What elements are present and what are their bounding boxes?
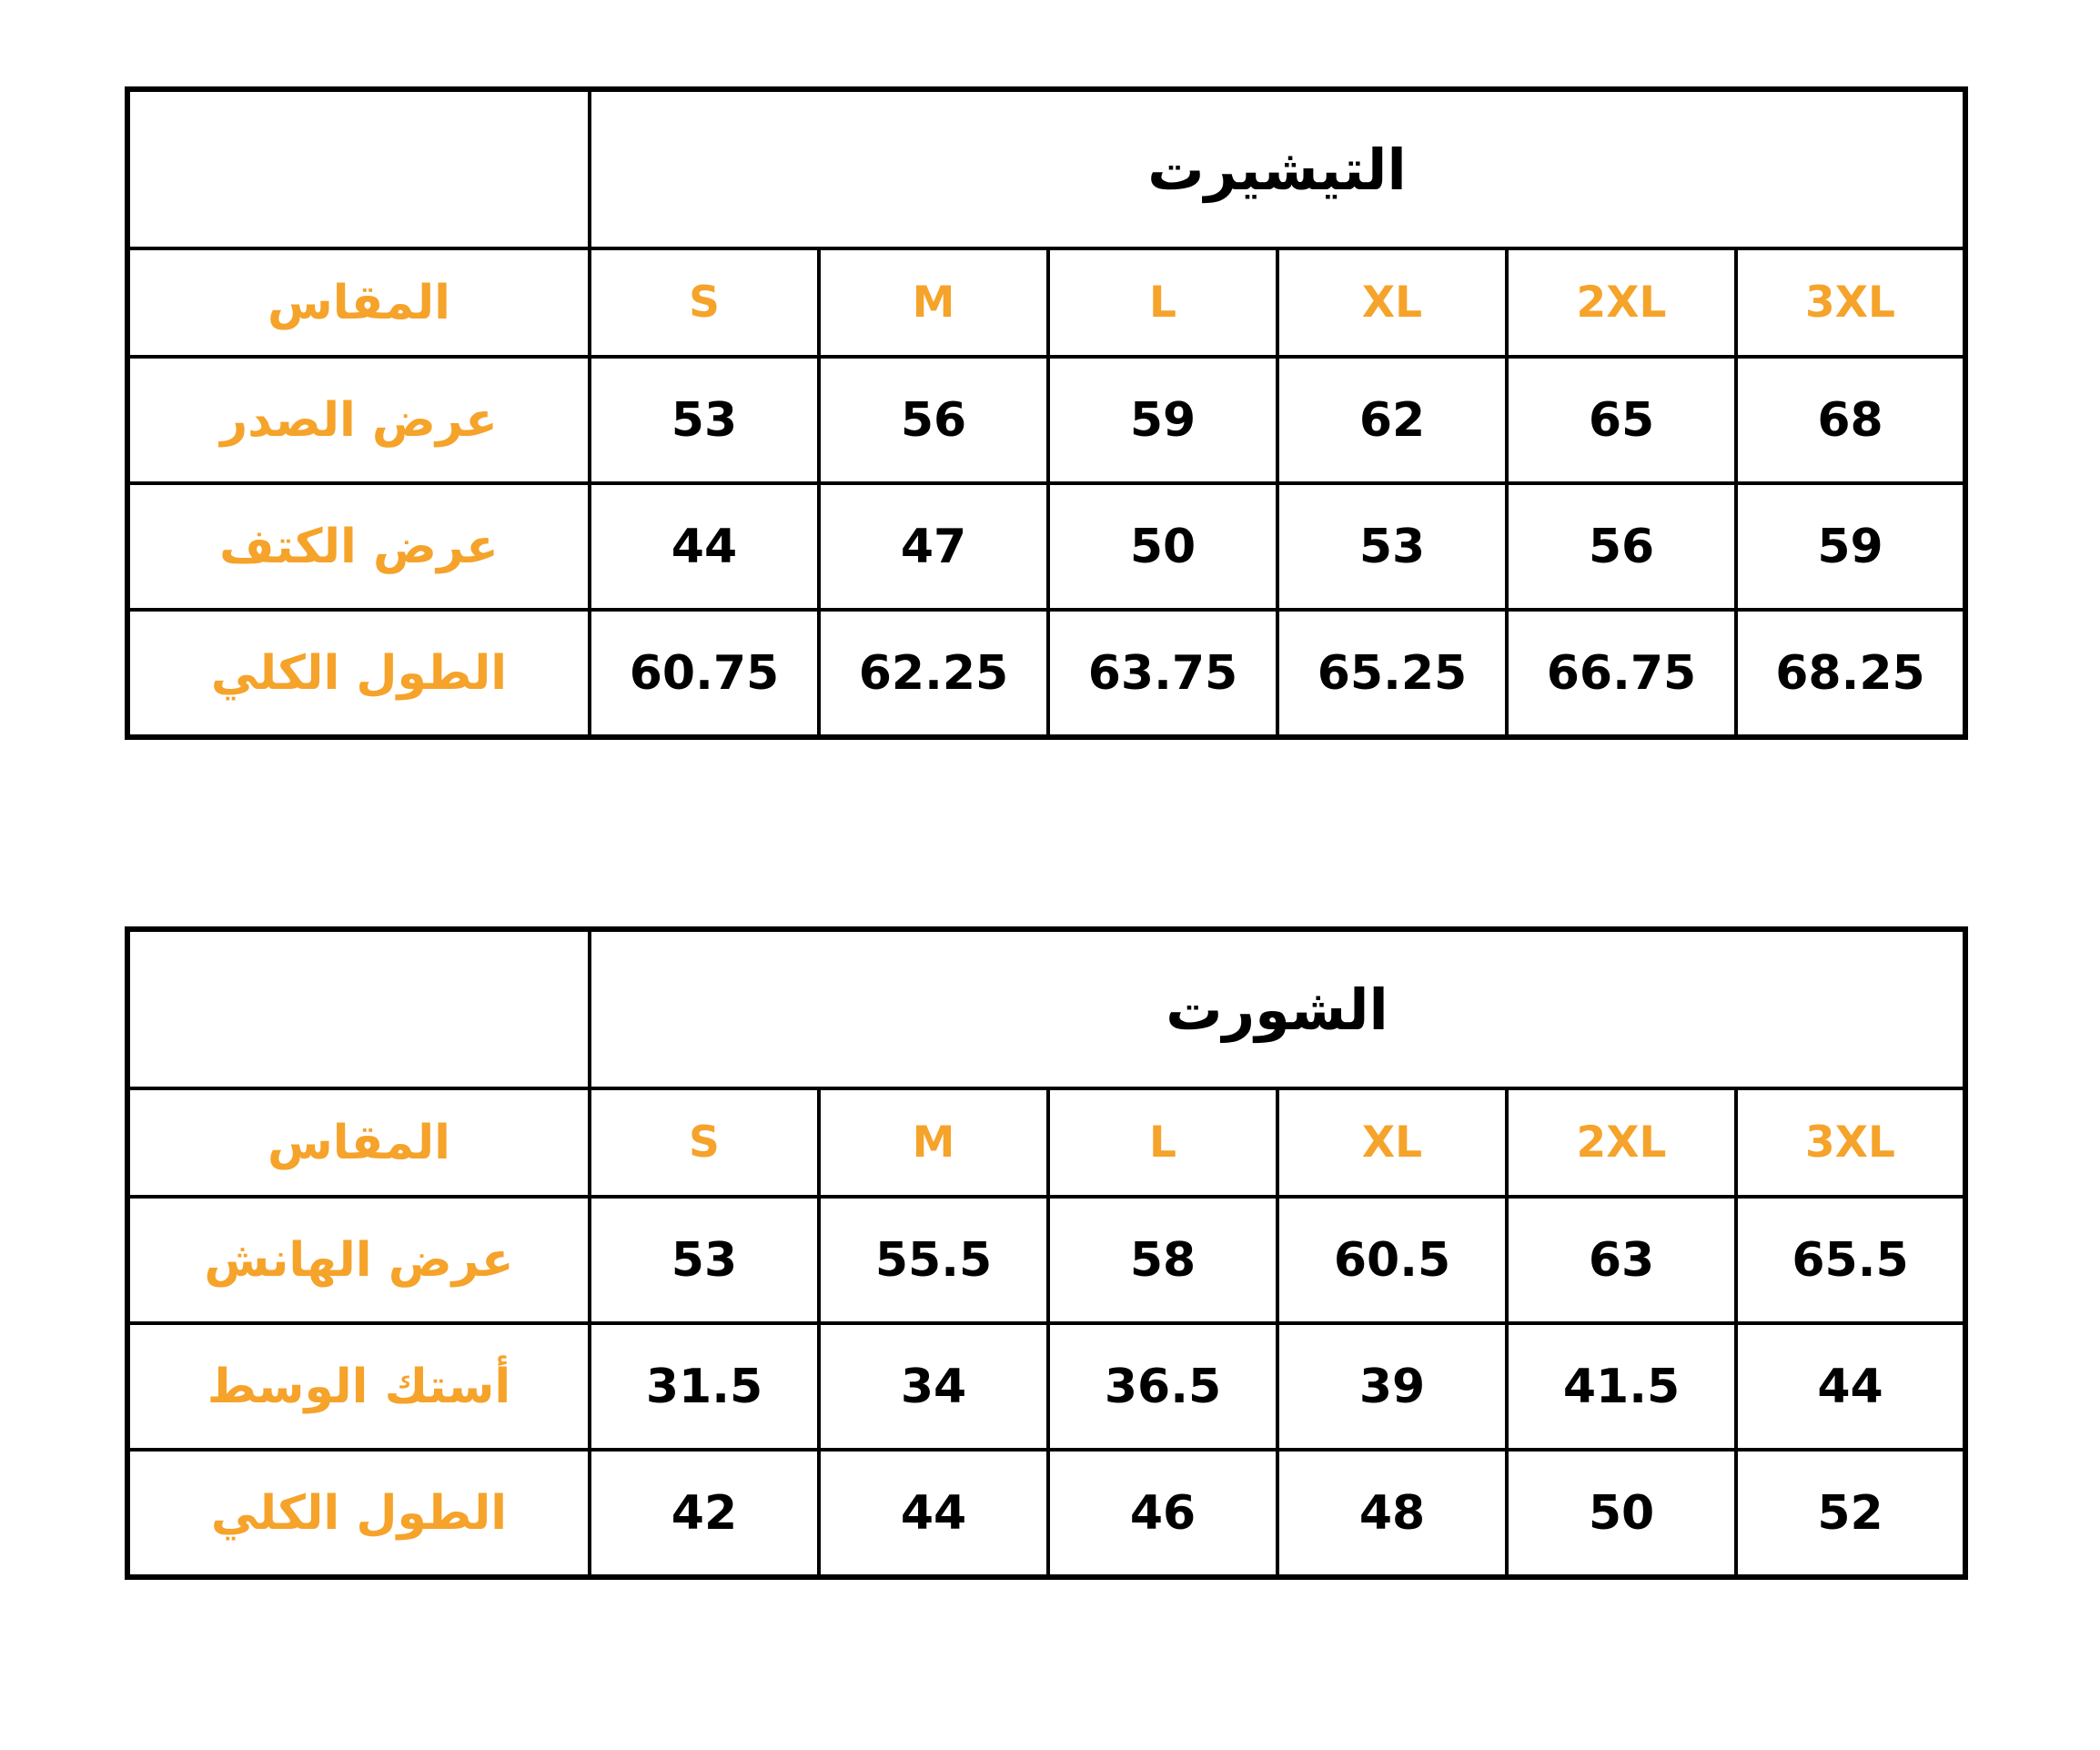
cell-value: 59 [1736, 483, 1965, 610]
cell-value: 60.5 [1277, 1197, 1507, 1323]
row-label: الطول الكلي [127, 1450, 590, 1577]
cell-value: 52 [1736, 1450, 1965, 1577]
size-header-l: L [1048, 248, 1277, 357]
size-header-label: المقاس [127, 1088, 590, 1197]
size-header-s: S [590, 1088, 819, 1197]
cell-value: 65.25 [1277, 610, 1507, 737]
cell-value: 66.75 [1507, 610, 1736, 737]
cell-value: 39 [1277, 1323, 1507, 1450]
size-header-xl: XL [1277, 1088, 1507, 1197]
row-label: أستك الوسط [127, 1323, 590, 1450]
cell-value: 53 [1277, 483, 1507, 610]
row-label: الطول الكلي [127, 610, 590, 737]
cell-value: 68.25 [1736, 610, 1965, 737]
cell-value: 58 [1048, 1197, 1277, 1323]
table-header-row [127, 248, 1965, 357]
title-empty-cell [127, 89, 590, 248]
size-header-2xl: 2XL [1507, 248, 1736, 357]
size-header-2xl: 2XL [1507, 1088, 1736, 1197]
cell-value: 31.5 [590, 1323, 819, 1450]
cell-value: 44 [819, 1450, 1048, 1577]
cell-value: 56 [1507, 483, 1736, 610]
row-label: عرض الكتف [127, 483, 590, 610]
size-header-3xl: 3XL [1736, 248, 1965, 357]
table-row [127, 483, 1965, 610]
cell-value: 65 [1507, 357, 1736, 483]
table-row [127, 357, 1965, 483]
cell-value: 47 [819, 483, 1048, 610]
table-title-row [127, 89, 1965, 248]
cell-value: 56 [819, 357, 1048, 483]
cell-value: 60.75 [590, 610, 819, 737]
table-header-row [127, 1088, 1965, 1197]
cell-value: 41.5 [1507, 1323, 1736, 1450]
table-row [127, 610, 1965, 737]
table-row [127, 1323, 1965, 1450]
row-label: عرض الصدر [127, 357, 590, 483]
table-row [127, 1450, 1965, 1577]
cell-value: 36.5 [1048, 1323, 1277, 1450]
cell-value: 62.25 [819, 610, 1048, 737]
shorts-size-table [125, 926, 1968, 1580]
cell-value: 53 [590, 1197, 819, 1323]
size-header-xl: XL [1277, 248, 1507, 357]
cell-value: 65.5 [1736, 1197, 1965, 1323]
size-header-s: S [590, 248, 819, 357]
cell-value: 34 [819, 1323, 1048, 1450]
cell-value: 62 [1277, 357, 1507, 483]
cell-value: 55.5 [819, 1197, 1048, 1323]
table-title: الشورت [590, 929, 1965, 1088]
cell-value: 48 [1277, 1450, 1507, 1577]
cell-value: 42 [590, 1450, 819, 1577]
cell-value: 50 [1507, 1450, 1736, 1577]
cell-value: 50 [1048, 483, 1277, 610]
size-header-m: M [819, 248, 1048, 357]
table-row [127, 1197, 1965, 1323]
table-title-row [127, 929, 1965, 1088]
table-spacer [132, 740, 1968, 926]
cell-value: 44 [590, 483, 819, 610]
cell-value: 44 [1736, 1323, 1965, 1450]
size-header-l: L [1048, 1088, 1277, 1197]
cell-value: 53 [590, 357, 819, 483]
size-header-m: M [819, 1088, 1048, 1197]
table-title: التيشيرت [590, 89, 1965, 248]
size-header-label: المقاس [127, 248, 590, 357]
cell-value: 46 [1048, 1450, 1277, 1577]
cell-value: 59 [1048, 357, 1277, 483]
cell-value: 63.75 [1048, 610, 1277, 737]
row-label: عرض الهانش [127, 1197, 590, 1323]
title-empty-cell [127, 929, 590, 1088]
tshirt-size-table [125, 86, 1968, 740]
size-header-3xl: 3XL [1736, 1088, 1965, 1197]
cell-value: 68 [1736, 357, 1965, 483]
cell-value: 63 [1507, 1197, 1736, 1323]
